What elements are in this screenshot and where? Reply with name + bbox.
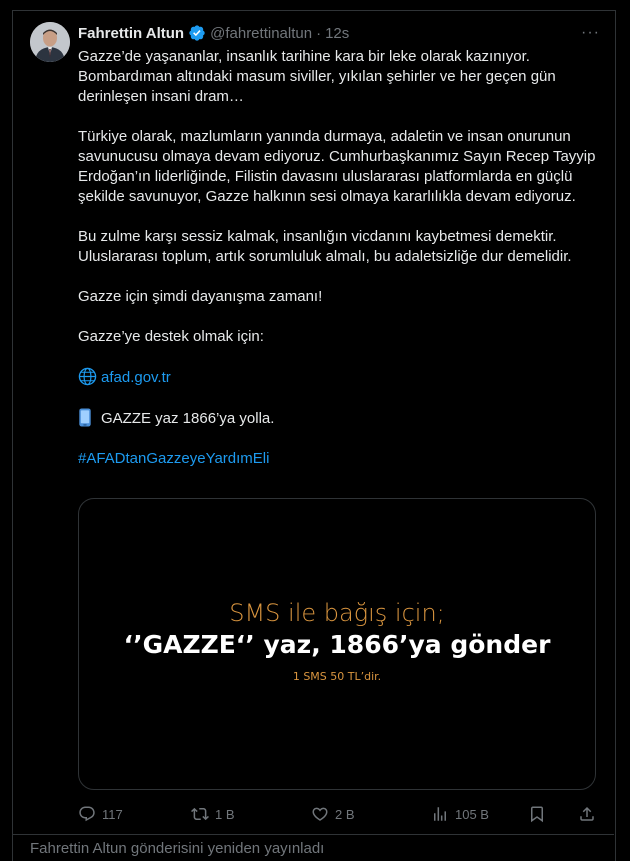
bookmark-icon bbox=[528, 805, 546, 823]
hashtag-link[interactable]: #AFADtanGazzeyeYardımEli bbox=[78, 450, 270, 467]
next-tweet-header: Fahrettin Altun gönderisini yeniden yayınladı bbox=[30, 840, 325, 857]
verified-badge-icon bbox=[188, 24, 206, 42]
reply-icon bbox=[78, 805, 96, 823]
like-button[interactable] bbox=[311, 803, 355, 825]
reply-button[interactable] bbox=[78, 803, 123, 825]
tweet-paragraph: Bu zulme karşı sessiz kalmak, insanlığın vicdanını kaybetmesi demektir. Uluslararası toplum, artık sorumluluk almalı, bu adaletsizliğe dur demelidir. bbox=[78, 228, 572, 265]
heart-icon bbox=[311, 805, 329, 823]
afad-link[interactable]: afad.gov.tr bbox=[101, 369, 171, 386]
views-count: 105 B bbox=[455, 806, 489, 822]
tweet-header bbox=[78, 23, 349, 43]
retweet-button[interactable] bbox=[191, 803, 235, 825]
globe-icon bbox=[78, 367, 97, 386]
tweet-paragraph: Gazze için şimdi dayanışma zamanı! bbox=[78, 288, 323, 305]
avatar[interactable] bbox=[30, 22, 70, 62]
sms-line bbox=[78, 408, 598, 429]
tweet-paragraph: Gazze’de yaşananlar, insanlık tarihine kara bir leke olarak kazınıyor. Bombardıman altındaki masum siviller, yıkılan şehirler ve her geçen gün derinleşen insani dram… bbox=[78, 48, 556, 105]
media-card[interactable] bbox=[78, 498, 596, 790]
separator-dot: · bbox=[316, 24, 322, 42]
tweet-divider bbox=[13, 834, 614, 835]
share-button[interactable] bbox=[578, 803, 602, 825]
reply-count: 117 bbox=[102, 806, 123, 822]
sms-text: GAZZE yaz 1866’ya yolla. bbox=[101, 410, 275, 427]
link-line bbox=[78, 367, 598, 388]
views-button[interactable] bbox=[431, 803, 489, 825]
tweet-timestamp[interactable]: 12s bbox=[325, 24, 350, 42]
tweet-actions bbox=[78, 803, 598, 825]
like-count: 2 B bbox=[335, 806, 355, 822]
avatar-image bbox=[30, 22, 70, 62]
more-options-icon[interactable]: ··· bbox=[581, 24, 600, 41]
tweet-body bbox=[78, 47, 598, 489]
author-handle[interactable]: @fahrettinaltun bbox=[210, 24, 313, 42]
author-name[interactable]: Fahrettin Altun bbox=[78, 24, 185, 42]
retweet-icon bbox=[191, 805, 209, 823]
card-main-text: ‘’GAZZE‘’ yaz, 1866’ya gönder bbox=[123, 630, 551, 659]
share-icon bbox=[578, 805, 596, 823]
bookmark-button[interactable] bbox=[528, 803, 552, 825]
card-footnote: 1 SMS 50 TL’dir. bbox=[292, 670, 382, 683]
mobile-phone-icon bbox=[78, 408, 92, 427]
hashtag-line bbox=[78, 449, 598, 469]
tweet-paragraph: Gazze’ye destek olmak için: bbox=[78, 328, 264, 345]
retweet-count: 1 B bbox=[215, 806, 235, 822]
views-chart-icon bbox=[431, 805, 449, 823]
tweet-paragraph: Türkiye olarak, mazlumların yanında durmaya, adaletin ve insan onurunun savunucusu olmaya devam ediyoruz. Cumhurbaşkanımız Sayın Recep Tayyip Erdoğan’ın liderliğinde, Filistin davasını uluslararası platformlarda en güçlü şekilde savunuyor, Gazze halkının sesi olmaya kararlılıkla devam ediyoruz. bbox=[78, 128, 596, 205]
card-heading: SMS ile bağış için; bbox=[229, 599, 445, 627]
